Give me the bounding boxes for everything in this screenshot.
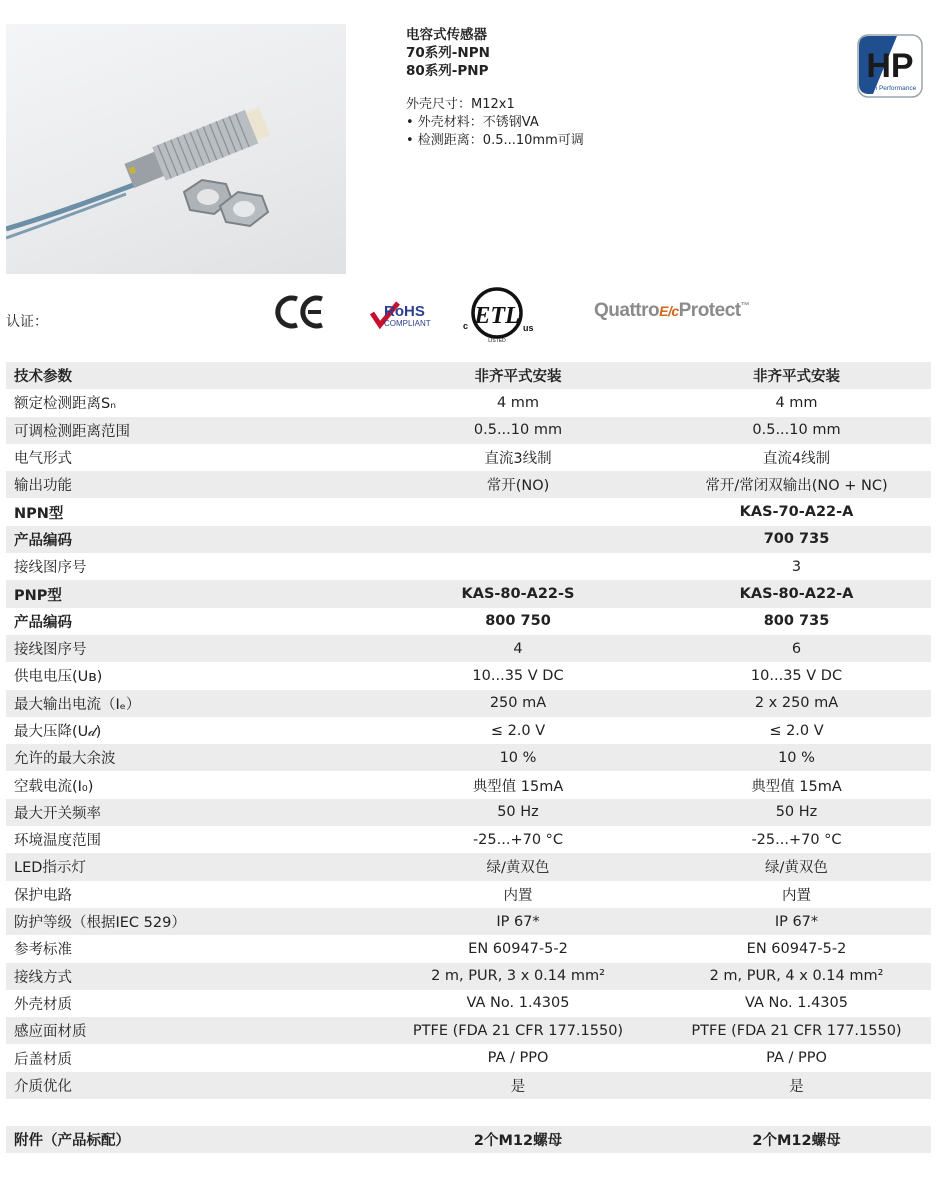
quattro-protect-logo (594, 300, 749, 322)
spec-row (6, 799, 931, 826)
spec-row (6, 826, 931, 853)
spec-value-col1 (374, 553, 662, 580)
spec-label: 接线图序号 (6, 635, 374, 662)
spec-value-col1: 4 (374, 635, 662, 662)
spec-row (6, 935, 931, 962)
spec-value-col1: 常开(NO) (374, 471, 662, 498)
ce-mark-icon (275, 293, 327, 331)
certification-label: 认证： (6, 314, 48, 330)
product-photo (6, 24, 346, 274)
quattro-ec-mark: E/c (659, 303, 679, 319)
protect-text: Protect (678, 300, 741, 321)
spec-value-col1: 非齐平式安装 (374, 362, 662, 389)
spec-value-col1 (374, 1099, 662, 1126)
product-title: 电容式传感器 (406, 27, 487, 43)
spec-value-col2: 4 mm (775, 394, 818, 411)
spec-value-col2: 2 x 250 mA (662, 690, 931, 717)
spec-value-col2: IP 67* (662, 908, 931, 935)
spec-value-col1: 绿/黄双色 (374, 853, 662, 880)
rohs-compliant-text: COMPLIANT (384, 319, 431, 328)
spec-row (6, 1099, 931, 1126)
spec-label: 允许的最大余波 (6, 744, 374, 771)
spec-value-col2: 直流4线制 (762, 451, 831, 468)
spec-row (6, 881, 931, 908)
spec-row (6, 853, 931, 880)
sensor-illustration (6, 24, 346, 274)
spec-row (6, 717, 931, 744)
spec-value-col1: VA No. 1.4305 (466, 995, 570, 1012)
spec-row (6, 690, 931, 717)
spec-label: LED指示灯 (6, 853, 374, 880)
sensing-distance: • 检测距离：0.5...10mm可调 (406, 133, 584, 148)
spec-value-col2: 2 m, PUR, 4 x 0.14 mm² (662, 963, 931, 990)
spec-value-col1: ≤ 2.0 V (490, 722, 546, 739)
spec-value-col2: KAS-80-A22-A (662, 580, 931, 607)
spec-value-col2: 700 735 (662, 526, 931, 553)
spec-row (6, 963, 931, 990)
spec-label: 可调检测距离范围 (6, 417, 374, 444)
quattro-text: Quattro (594, 300, 660, 321)
series-pnp: 80系列-PNP (406, 63, 489, 79)
spec-value-col2: EN 60947-5-2 (746, 940, 847, 957)
spec-label: 接线方式 (6, 963, 374, 990)
spec-label: 环境温度范围 (14, 833, 101, 850)
spec-value-col1: 250 mA (374, 690, 662, 717)
spec-value-col1: EN 60947-5-2 (468, 940, 568, 957)
spec-label (6, 1153, 374, 1180)
spec-row (6, 1044, 931, 1071)
spec-label: 参考标准 (14, 942, 72, 959)
spec-value-col1: 800 750 (485, 613, 551, 630)
spec-row (6, 990, 931, 1017)
spec-label: 接线图序号 (14, 560, 87, 577)
spec-table (6, 362, 931, 1180)
spec-value-col1: PA / PPO (487, 1050, 549, 1067)
product-header (406, 26, 584, 150)
spec-label: PNP型 (6, 580, 374, 607)
housing-material: • 外壳材料：不锈钢VA (406, 115, 539, 130)
spec-value-col2: PA / PPO (766, 1050, 827, 1067)
spec-row (6, 635, 931, 662)
spec-value-col2: 非齐平式安装 (662, 362, 931, 389)
spec-row (6, 417, 931, 444)
spec-value-col1 (374, 1153, 662, 1180)
spec-value-col2: -25...+70 °C (751, 831, 842, 848)
spec-value-col2: 绿/黄双色 (662, 853, 931, 880)
rohs-text: RoHS (384, 303, 425, 320)
spec-value-col2: 3 (791, 558, 802, 575)
spec-value-col1: 10...35 V DC (472, 667, 564, 684)
housing-size: 外壳尺寸：M12x1 (406, 97, 515, 112)
spec-row (6, 580, 931, 607)
spec-row (6, 608, 931, 635)
etl-us-text: us (523, 323, 534, 333)
spec-label: 后盖材质 (14, 1051, 72, 1068)
spec-row (6, 1153, 931, 1180)
spec-value-col2: 2个M12螺母 (662, 1126, 931, 1153)
spec-label: 介质优化 (6, 1072, 374, 1099)
spec-value-col1: IP 67* (374, 908, 662, 935)
spec-value-col2: 50 Hz (662, 799, 931, 826)
spec-row (6, 389, 931, 416)
spec-label: 电气形式 (14, 451, 72, 468)
spec-value-col2: 10...35 V DC (750, 667, 843, 684)
spec-label: 产品编码 (14, 614, 72, 631)
spec-label: 技术参数 (6, 362, 374, 389)
spec-label: 额定检测距离Sₙ (14, 396, 116, 413)
spec-value-col1: 直流3线制 (484, 451, 552, 468)
etl-c-text: c (463, 321, 469, 331)
spec-row (6, 1072, 931, 1099)
spec-value-col2: 常开/常闭双输出(NO + NC) (662, 471, 931, 498)
spec-value-col2: 是 (662, 1072, 931, 1099)
spec-row (6, 553, 931, 580)
spec-value-col1: PTFE (FDA 21 CFR 177.1550) (374, 1017, 662, 1044)
spec-label: 外壳材质 (14, 996, 72, 1013)
hp-logo (857, 34, 923, 98)
spec-row (6, 662, 931, 689)
spec-value-col2: KAS-70-A22-A (739, 504, 854, 521)
spec-value-col1: 50 Hz (374, 799, 662, 826)
spec-value-col2: 6 (662, 635, 931, 662)
spec-label: 供电电压(Uʙ) (14, 669, 103, 686)
spec-value-col1: 10 % (374, 744, 662, 771)
spec-label (6, 1099, 374, 1126)
spec-value-col2: 0.5...10 mm (662, 417, 931, 444)
spec-value-col1: KAS-80-A22-S (374, 580, 662, 607)
spec-value-col2: 典型值 15mA (751, 778, 842, 795)
spec-value-col2: 10 % (662, 744, 931, 771)
spec-row (6, 526, 931, 553)
spec-label: 输出功能 (6, 471, 374, 498)
rohs-logo (368, 299, 446, 335)
spec-label: 感应面材质 (6, 1017, 374, 1044)
spec-value-col1: 2个M12螺母 (374, 1126, 662, 1153)
hp-caption: High Performance (863, 85, 917, 92)
etl-listed-text: LISTED (488, 338, 506, 344)
spec-value-col2: VA No. 1.4305 (745, 995, 848, 1012)
spec-row (6, 1126, 931, 1153)
etl-listed-logo (459, 286, 541, 344)
spec-label: 最大开关频率 (6, 799, 374, 826)
spec-value-col2 (662, 1099, 931, 1126)
spec-value-col1: -25...+70 °C (472, 831, 564, 848)
spec-value-col1: 2 m, PUR, 3 x 0.14 mm² (374, 963, 662, 990)
spec-label: 最大输出电流（Iₑ） (6, 690, 374, 717)
spec-row (6, 471, 931, 498)
spec-value-col1 (374, 526, 662, 553)
spec-label: 最大压降(U𝒹) (14, 724, 102, 740)
spec-value-col1: 4 mm (496, 394, 540, 411)
spec-label: 保护电路 (14, 887, 72, 904)
series-npn: 70系列-NPN (406, 45, 490, 61)
spec-value-col1: 是 (374, 1072, 662, 1099)
svg-text:ETL: ETL (474, 303, 520, 329)
spec-label: 附件（产品标配） (6, 1126, 374, 1153)
spec-value-col1 (374, 498, 662, 525)
trademark-mark: ™ (740, 300, 750, 311)
spec-value-col1: 典型值 15mA (472, 778, 564, 795)
spec-label: 空载电流(I₀) (14, 778, 94, 795)
spec-value-col2: ≤ 2.0 V (769, 722, 824, 739)
spec-row (6, 908, 931, 935)
spec-row (6, 771, 931, 798)
spec-row (6, 744, 931, 771)
spec-row (6, 444, 931, 471)
spec-value-col2: PTFE (FDA 21 CFR 177.1550) (662, 1017, 931, 1044)
spec-value-col2 (662, 1153, 931, 1180)
spec-label: 防护等级（根据IEC 529） (6, 908, 374, 935)
spec-value-col2: 800 735 (763, 613, 830, 630)
spec-row (6, 1017, 931, 1044)
spec-value-col1: 0.5...10 mm (374, 417, 662, 444)
spec-value-col2: 内置 (782, 887, 811, 904)
spec-row (6, 498, 931, 525)
hp-letters: HP (866, 47, 914, 85)
spec-label: NPN型 (14, 505, 64, 522)
spec-label: 产品编码 (6, 526, 374, 553)
spec-row (6, 362, 931, 389)
spec-value-col1: 内置 (503, 887, 533, 904)
